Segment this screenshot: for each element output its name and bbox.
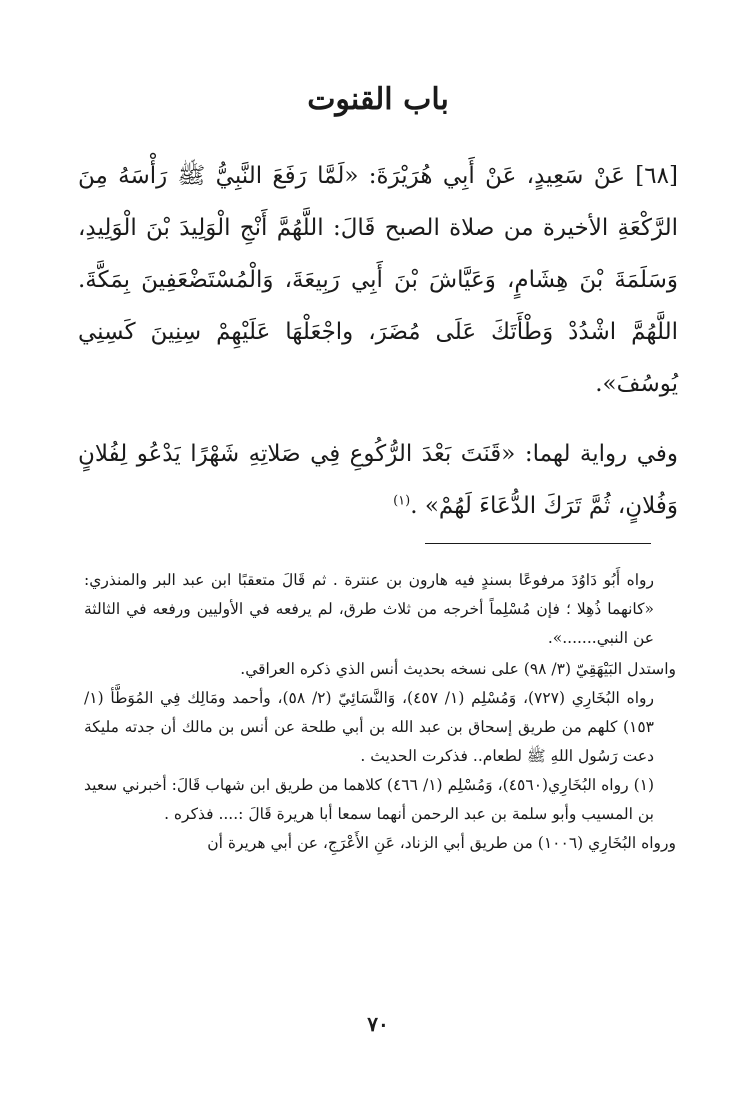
footnote-4: (١) رواه البُخَارِي(٤٥٦٠)، وَمُسْلِم (١/ ٤٦٦) كلاهما من طريق ابن شهاب قَالَ: أخبرني سعيد بن المسيب وأبو سلمة بن عبد الرحمن أنهما سمعا أبا هريرة قَالَ :.... فذكره . <box>84 776 655 823</box>
hadith-paragraph-2-text: وفي رواية لهما: «قَنَتَ بَعْدَ الرُّكُوعِ فِي صَلاتِهِ شَهْرًا يَدْعُو لِفُلانٍ وَفُلانٍ، ثُمَّ تَرَكَ الدُّعَاءَ لَهُمْ» . <box>78 441 678 519</box>
footnote-3: رواه البُخَارِي (٧٢٧)، وَمُسْلِم (١/ ٤٥٧)، وَالنَّسَائِيّ (٢/ ٥٨)، وأحمد ومَالِك فِي المُوَطَّأ (١/ ١٥٣) كلهم من طريق إسحاق بن عبد الله بن أبي طلحة عن أنس بن مالك أن جدته مليكة دعت رَسُول اللهِ ﷺ لطعام.. فذكرت الحديث . <box>84 689 654 765</box>
hadith-paragraph-1: [٦٨] عَنْ سَعِيدٍ، عَنْ أَبِي هُرَيْرَةَ: «لَمَّا رَفَعَ النَّبِيُّ ﷺ رَأْسَهُ مِنَ الرَّكْعَةِ الأخيرة من صلاة الصبح قَالَ: اللَّهُمَّ أَنْجِ الْوَلِيدَ بْنَ الْوَلِيدِ، وَسَلَمَةَ بْنَ هِشَامٍ، وَعَيَّاشَ بْنَ أَبِي رَبِيعَةَ، وَالْمُسْتَضْعَفِينَ بِمَكَّةَ. اللَّهُمَّ اشْدُدْ وَطْأَتَكَ عَلَى مُضَرَ، واجْعَلْهَا عَلَيْهِمْ سِنِينَ كَسِنِي يُوسُفَ». <box>78 163 678 397</box>
footnotes <box>84 566 676 858</box>
hadith-text <box>78 150 678 532</box>
footnote-separator <box>425 543 651 544</box>
footnote-5: ورواه البُخَارِي (١٠٠٦) من طريق أبي الزناد، عَنِ الأَعْرَجِ، عن أبي هريرة أن <box>207 834 676 852</box>
page-number: ٧٠ <box>367 1012 389 1036</box>
footnote-1: رواه أَبُو دَاوُدَ مرفوعًا بسندٍ فيه هارون بن عنترة . ثم قَالَ متعقبًا ابن عبد البر والمنذري: «كانهما ذُهِلا ؛ فإن مُسْلِماً أخرجه من ثلاث طرق، لم يرفعه في الأوليين ورفعه في الثالثة عن النبي.......». <box>84 571 654 647</box>
footnote-reference: (١) <box>393 493 411 509</box>
chapter-title: باب القنوت <box>307 82 449 117</box>
footnote-2: واستدل البَيْهَقِيّ (٣/ ٩٨) على نسخه بحديث أنس الذي ذكره العراقي. <box>240 660 676 678</box>
hadith-paragraph-2 <box>78 428 678 532</box>
